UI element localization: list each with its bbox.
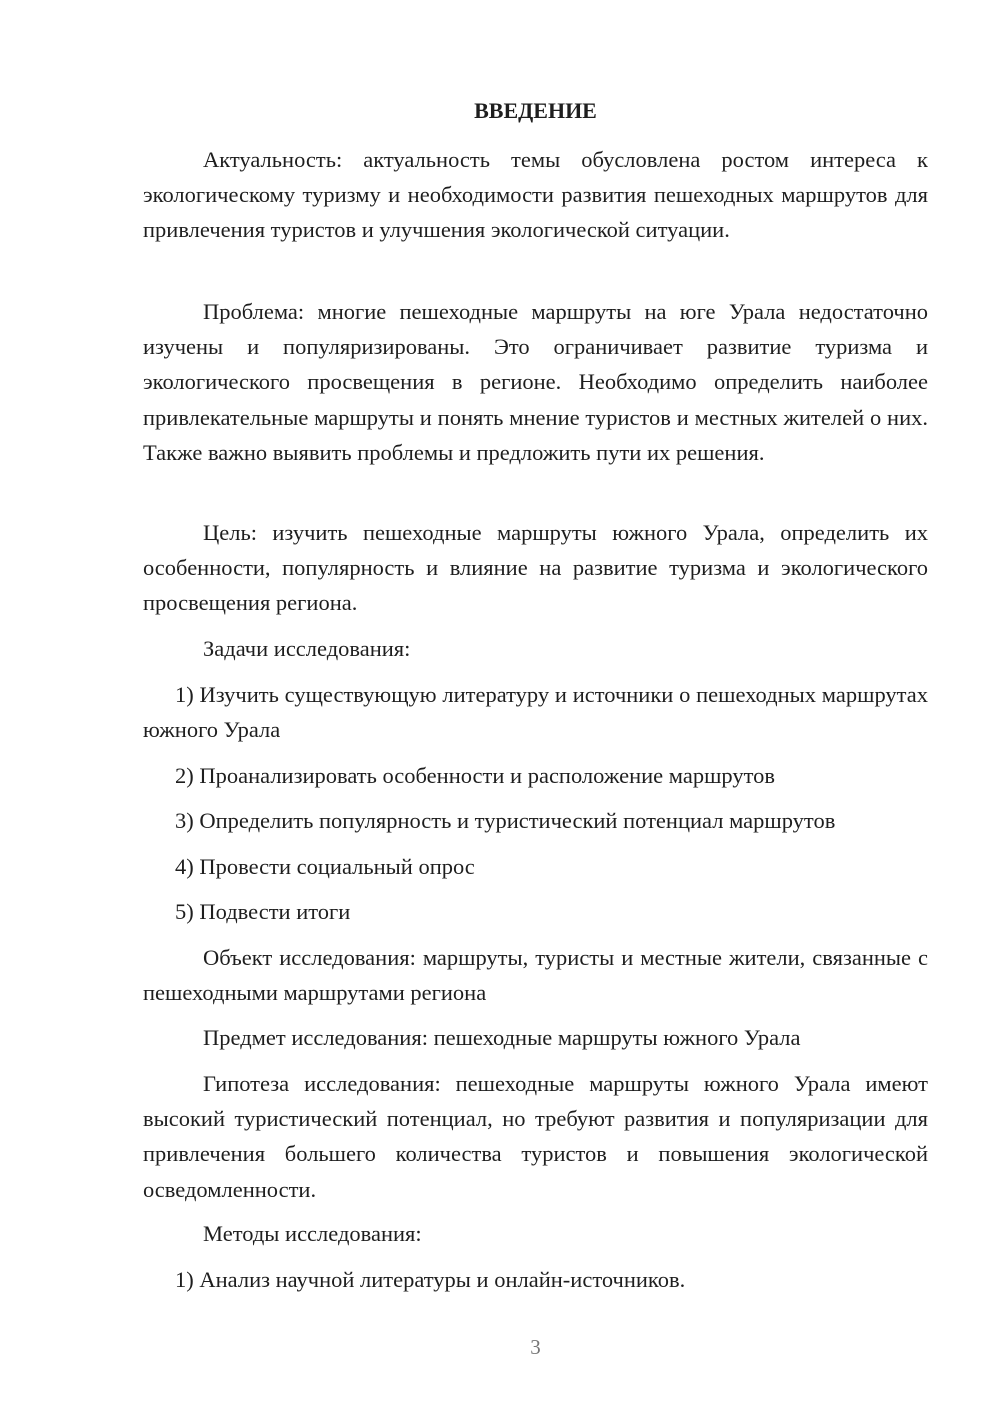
paragraph-object: Объект исследования: маршруты, туристы и местные жители, связанные с пешеходными маршрутами региона [143,945,928,1006]
page-title: ВВЕДЕНИЕ [474,98,597,123]
list-item-method-1: 1) Анализ научной литературы и онлайн-источников. [175,1267,686,1292]
paragraph-subject: Предмет исследования: пешеходные маршруты южного Урала [203,1025,801,1050]
list-item-task-1: 1) Изучить существующую литературу и источники о пешеходных маршрутах южного Урала [143,682,928,743]
page-number: 3 [530,1335,541,1359]
paragraph-methods-heading: Методы исследования: [203,1221,422,1246]
list-item-task-4: 4) Провести социальный опрос [175,854,475,879]
paragraph-goal: Цель: изучить пешеходные маршруты южного Урала, определить их особенности, популярность и влияние на развитие туризма и экологического просвещения региона. [143,520,928,616]
paragraph-tasks-heading: Задачи исследования: [203,636,411,661]
paragraph-problem: Проблема: многие пешеходные маршруты на юге Урала недостаточно изучены и популяризированы. Это ограничивает развитие туризма и экологического просвещения в регионе. Необходимо определить наиболее привлекательные маршруты и понять мнение туристов и местных жителей о них. Также важно выявить проблемы и предложить пути их решения. [143,299,928,465]
list-item-task-5: 5) Подвести итоги [175,899,351,924]
list-item-task-2: 2) Проанализировать особенности и расположение маршрутов [175,763,776,788]
paragraph-relevance: Актуальность: актуальность темы обусловлена ростом интереса к экологическому туризму и необходимости развития пешеходных маршрутов для привлечения туристов и улучшения экологической ситуации. [143,147,928,243]
list-item-task-3: 3) Определить популярность и туристический потенциал маршрутов [175,808,836,833]
paragraph-hypothesis: Гипотеза исследования: пешеходные маршруты южного Урала имеют высокий туристический потенциал, но требуют развития и популяризации для привлечения большего количества туристов и повышения экологической осведомленности. [143,1071,928,1202]
